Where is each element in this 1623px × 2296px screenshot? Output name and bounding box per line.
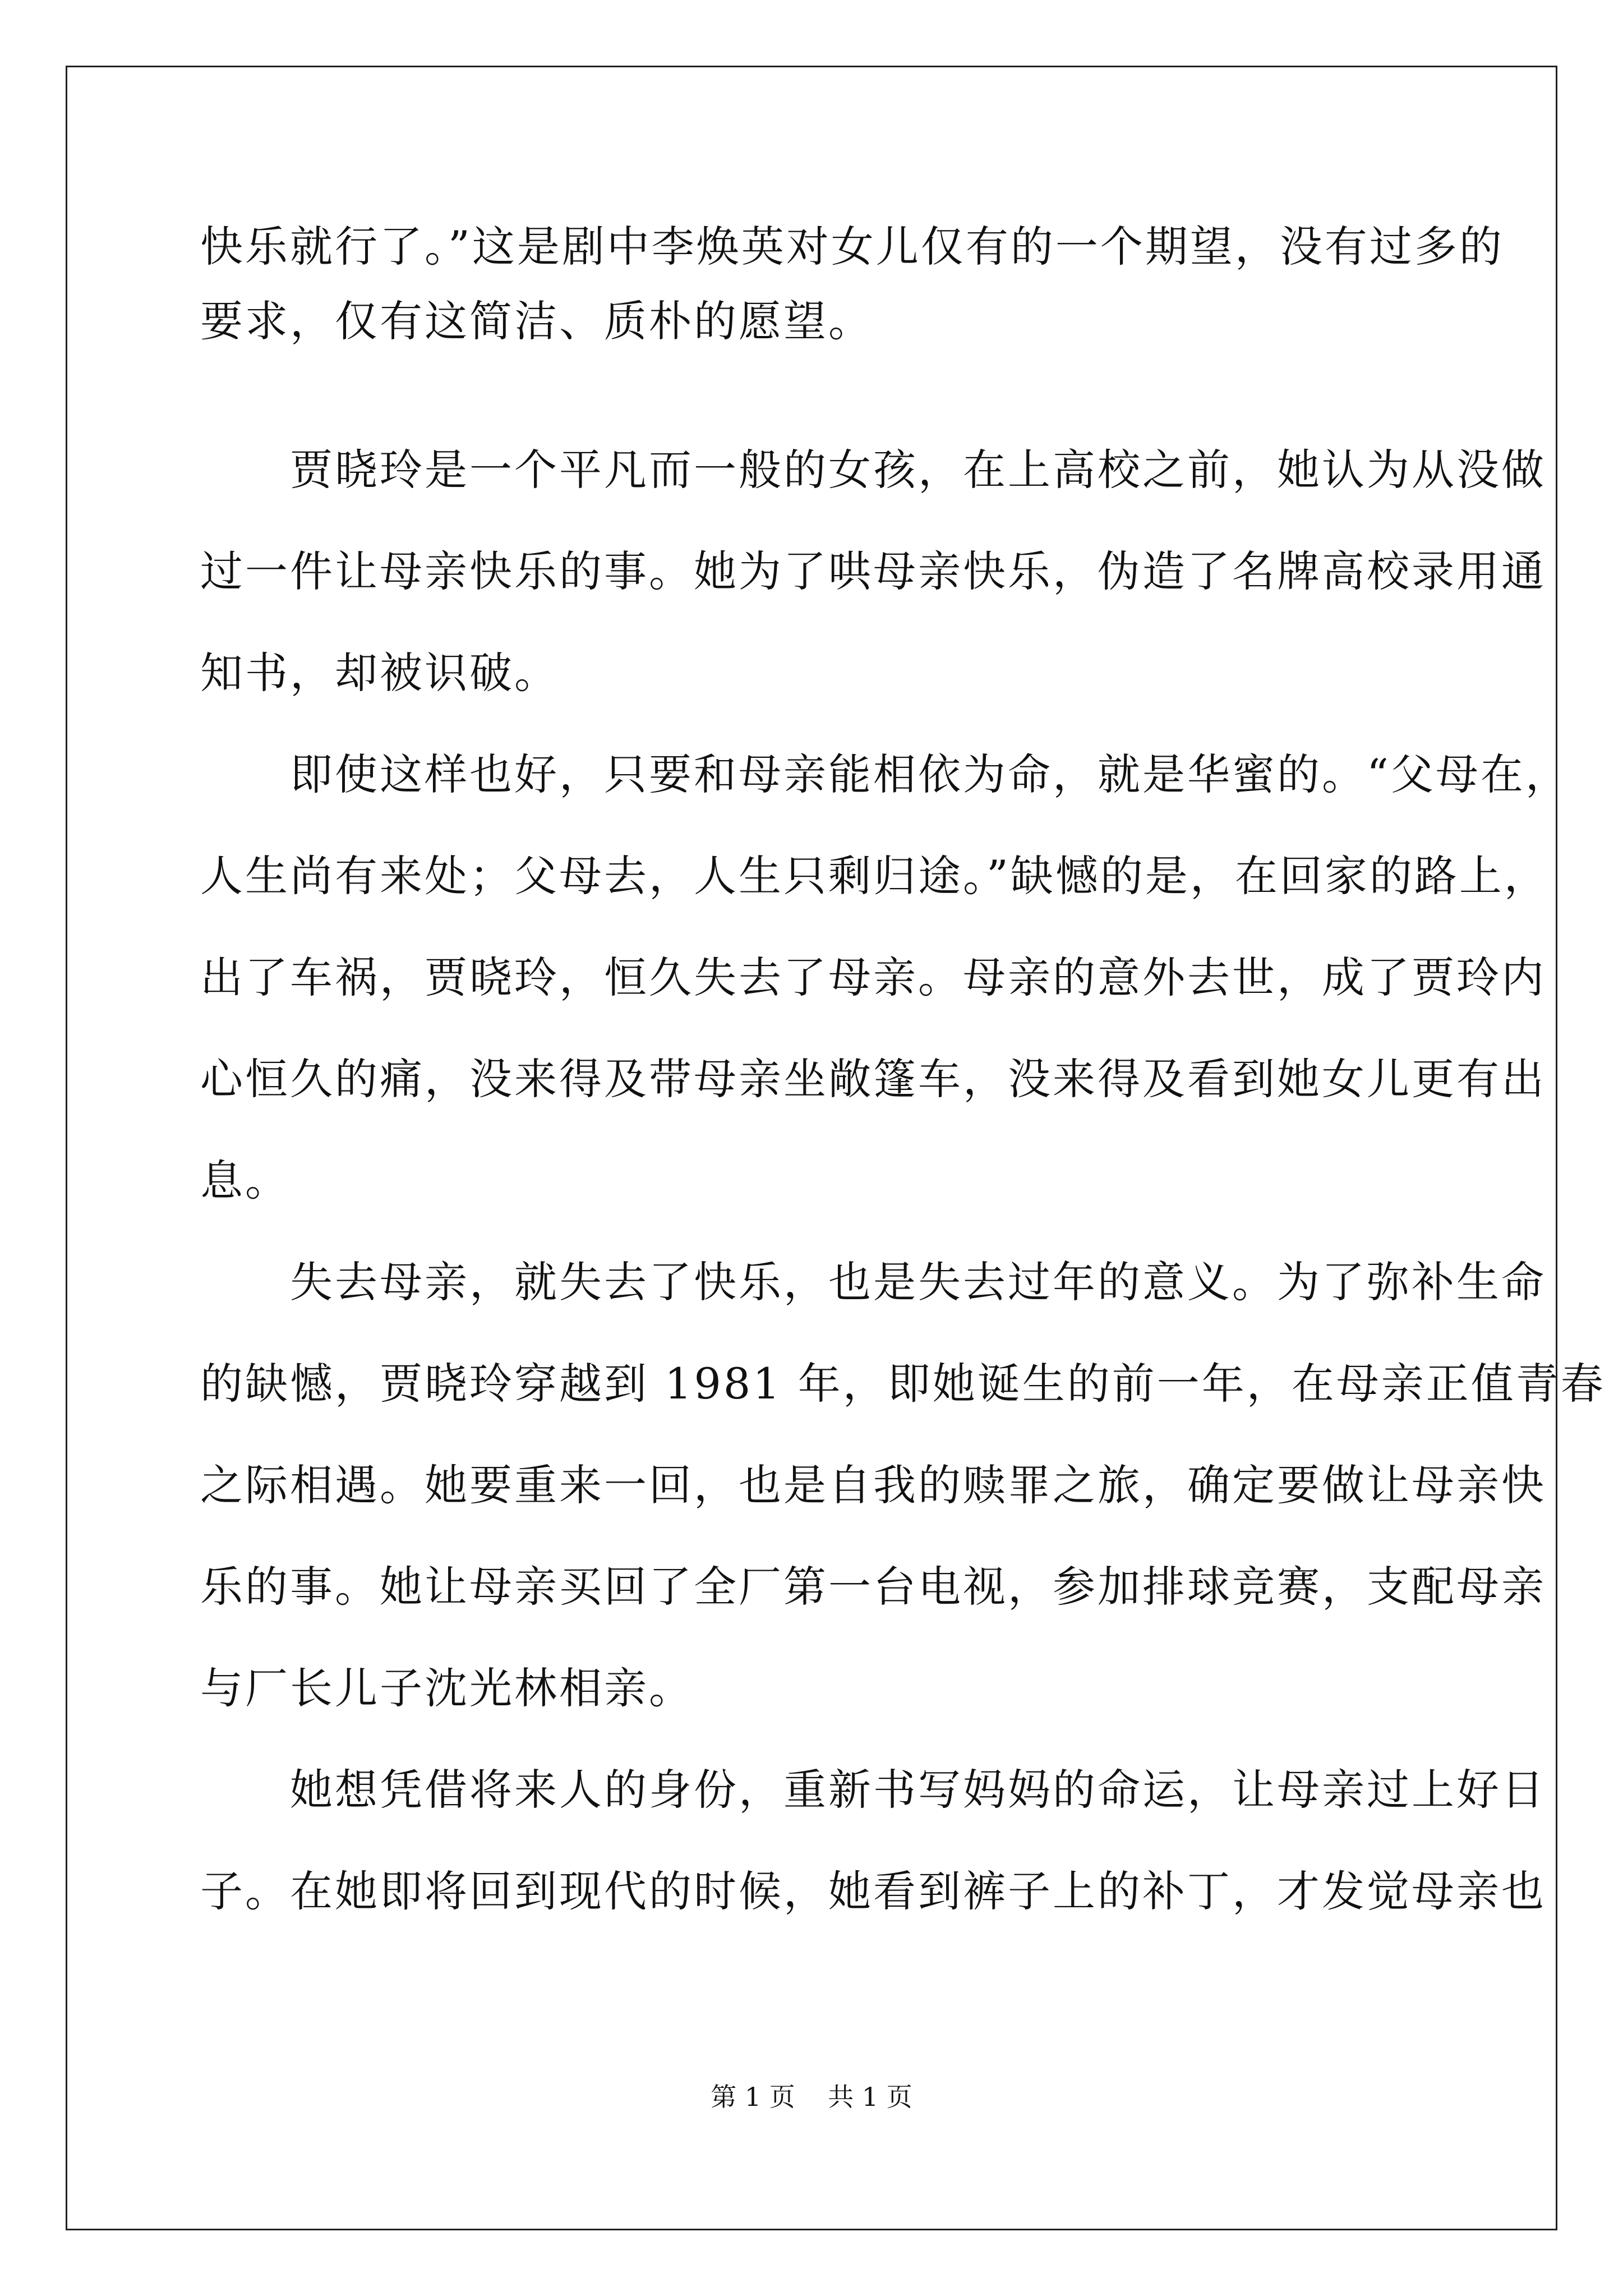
text-line: 乐的事。她让母亲买回了全厂第一台电视，参加排球竞赛，支配母亲 [200, 1562, 1546, 1612]
text-line: 的缺憾，贾晓玲穿越到 1981 年，即她诞生的前一年，在母亲正值青春 [200, 1359, 1606, 1409]
text-line: 息。 [200, 1156, 290, 1205]
text-line: 贾晓玲是一个平凡而一般的女孩，在上高校之前，她认为从没做 [200, 445, 1546, 495]
text-line: 过一件让母亲快乐的事。她为了哄母亲快乐，伪造了名牌高校录用通 [200, 546, 1546, 596]
text-line: 知书，却被识破。 [200, 648, 559, 698]
text-line: 与厂长儿子沈光林相亲。 [200, 1663, 694, 1713]
text-line: 子。在她即将回到现代的时候，她看到裤子上的补丁，才发觉母亲也 [200, 1866, 1546, 1916]
text-line: 人生尚有来处；父母去，人生只剩归途。”缺憾的是，在回家的路上， [200, 851, 1549, 901]
text-line: 她想凭借将来人的身份，重新书写妈妈的命运，让母亲过上好日 [200, 1765, 1546, 1815]
text-line: 之际相遇。她要重来一回，也是自我的赎罪之旅，确定要做让母亲快 [200, 1460, 1546, 1510]
text-line: 要求，仅有这简洁、质朴的愿望。 [200, 296, 873, 346]
text-line: 快乐就行了。”这是剧中李焕英对女儿仅有的一个期望，没有过多的 [200, 222, 1504, 272]
text-line: 心恒久的痛，没来得及带母亲坐敞篷车，没来得及看到她女儿更有出 [200, 1054, 1546, 1104]
text-line: 即使这样也好，只要和母亲能相依为命，就是华蜜的。“父母在， [200, 749, 1570, 799]
text-line: 失去母亲，就失去了快乐，也是失去过年的意义。为了弥补生命 [200, 1257, 1546, 1307]
text-line: 出了车祸，贾晓玲，恒久失去了母亲。母亲的意外去世，成了贾玲内 [200, 953, 1546, 1002]
page-footer: 第 1 页 共 1 页 [711, 2082, 912, 2112]
